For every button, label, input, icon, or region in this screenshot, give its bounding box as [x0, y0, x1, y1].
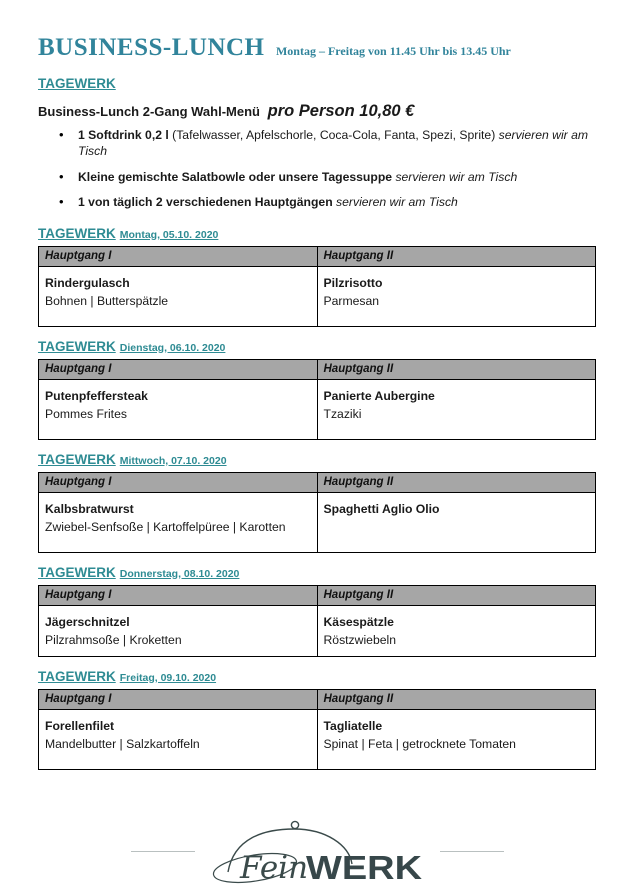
day-section-dienstag [38, 339, 596, 440]
day-heading-date: Donnerstag, 08.10. 2020 [119, 567, 240, 580]
hauptgang-1-header: Hauptgang I [39, 585, 318, 605]
day-heading-label: TAGEWERK [38, 225, 116, 241]
day-heading-label: TAGEWERK [38, 451, 116, 467]
dish-sides: Pommes Frites [45, 406, 127, 421]
bullet-lead: Kleine gemischte Salatbowle oder unsere Tagessuppe [78, 169, 393, 184]
dish-sides: Mandelbutter | Salzkartoffeln [45, 736, 200, 751]
hauptgang-2-header: Hauptgang II [317, 246, 596, 266]
dish-sides: Zwiebel-Senfsoße | Kartoffelpüree | Karotten [45, 519, 286, 534]
dish-name: Panierte Aubergine [323, 388, 435, 403]
hauptgang-1-cell [39, 266, 318, 326]
bullet-note: servieren wir am Tisch [78, 128, 589, 159]
dish-name: Pilzrisotto [323, 275, 383, 290]
dish-name: Forellenfilet [45, 718, 115, 733]
day-heading-date: Montag, 05.10. 2020 [119, 228, 219, 241]
dish-sides: Röstzwiebeln [323, 632, 396, 647]
dish-name: Spaghetti Aglio Olio [323, 501, 440, 516]
hauptgang-1-header: Hauptgang I [39, 689, 318, 709]
feinwerk-logo [200, 818, 435, 886]
tagewerk-heading: TAGEWERK [38, 76, 116, 91]
day-heading-date: Dienstag, 06.10. 2020 [119, 341, 226, 354]
dish-name: Käsespätzle [323, 614, 394, 629]
hauptgang-2-header: Hauptgang II [317, 472, 596, 492]
bullet-dot: • [59, 168, 64, 184]
day-section-freitag [38, 669, 596, 770]
logo-werk-text: WERK [305, 848, 422, 886]
day-heading-label: TAGEWERK [38, 564, 116, 580]
logo-script-text: Fein [239, 849, 308, 886]
day-heading [38, 452, 596, 467]
hauptgang-1-header: Hauptgang I [39, 246, 318, 266]
day-section-donnerstag [38, 565, 596, 657]
dish-sides: Parmesan [323, 293, 380, 308]
day-heading [38, 669, 596, 684]
hauptgang-1-cell [39, 709, 318, 769]
day-heading-date: Mittwoch, 07.10. 2020 [119, 454, 227, 467]
day-section-montag [38, 226, 596, 327]
menu-offer-line [38, 102, 596, 121]
hauptgang-2-cell [317, 266, 596, 326]
menu-table [38, 472, 596, 553]
hauptgang-1-header: Hauptgang I [39, 359, 318, 379]
restaurant-logo-row [38, 818, 596, 886]
page-title: BUSINESS-LUNCH [38, 34, 265, 61]
dish-name: Kalbsbratwurst [45, 501, 134, 516]
hauptgang-1-cell [39, 379, 318, 439]
day-heading [38, 226, 596, 241]
menu-offer-price: pro Person 10,80 € [267, 102, 415, 120]
bullet-lead: 1 Softdrink 0,2 l [78, 128, 169, 142]
bullet-item-salad-soup [38, 169, 596, 185]
dish-sides: Pilzrahmsoße | Kroketten [45, 632, 182, 647]
bullet-item-main-course [38, 194, 596, 210]
dish-sides: Tzaziki [323, 406, 362, 421]
day-heading-date: Freitag, 09.10. 2020 [119, 671, 217, 684]
hauptgang-2-header: Hauptgang II [317, 689, 596, 709]
bullet-dot: • [59, 194, 64, 210]
day-heading [38, 339, 596, 354]
bullet-dot: • [59, 127, 64, 142]
menu-table [38, 689, 596, 770]
hauptgang-2-header: Hauptgang II [317, 359, 596, 379]
bullet-lead: 1 von täglich 2 verschiedenen Hauptgängen [78, 195, 333, 210]
dish-name: Jägerschnitzel [45, 614, 130, 629]
hauptgang-1-cell [39, 492, 318, 552]
hauptgang-2-header: Hauptgang II [317, 585, 596, 605]
opening-hours: Montag – Freitag von 11.45 Uhr bis 13.45 Uhr [275, 44, 511, 58]
document-title-row [38, 34, 596, 62]
day-heading [38, 565, 596, 580]
hauptgang-2-cell [317, 605, 596, 656]
bullet-note: servieren wir am Tisch [395, 169, 518, 184]
logo-left-rule [131, 851, 195, 852]
hauptgang-1-cell [39, 605, 318, 656]
menu-table [38, 246, 596, 327]
dish-name: Putenpfeffersteak [45, 388, 148, 403]
included-items-list [38, 127, 596, 211]
bullet-note: servieren wir am Tisch [336, 195, 458, 210]
menu-table [38, 359, 596, 440]
dish-name: Rindergulasch [45, 275, 130, 290]
hauptgang-2-cell [317, 492, 596, 552]
dish-name: Tagliatelle [323, 718, 383, 733]
hauptgang-2-cell [317, 379, 596, 439]
day-heading-label: TAGEWERK [38, 338, 116, 354]
hauptgang-1-header: Hauptgang I [39, 472, 318, 492]
dish-sides: Bohnen | Butterspätzle [45, 293, 169, 308]
bullet-detail: (Tafelwasser, Apfelschorle, Coca-Cola, Fanta, Spezi, Sprite) [172, 128, 496, 142]
menu-table [38, 585, 596, 657]
hauptgang-2-cell [317, 709, 596, 769]
day-section-mittwoch [38, 452, 596, 553]
bullet-item-softdrink [38, 127, 596, 160]
menu-offer-label: Business-Lunch 2-Gang Wahl-Menü [38, 104, 260, 119]
cloche-knob-icon [291, 821, 298, 828]
logo-right-rule [440, 851, 504, 852]
dish-sides: Spinat | Feta | getrocknete Tomaten [323, 736, 516, 751]
day-heading-label: TAGEWERK [38, 668, 116, 684]
